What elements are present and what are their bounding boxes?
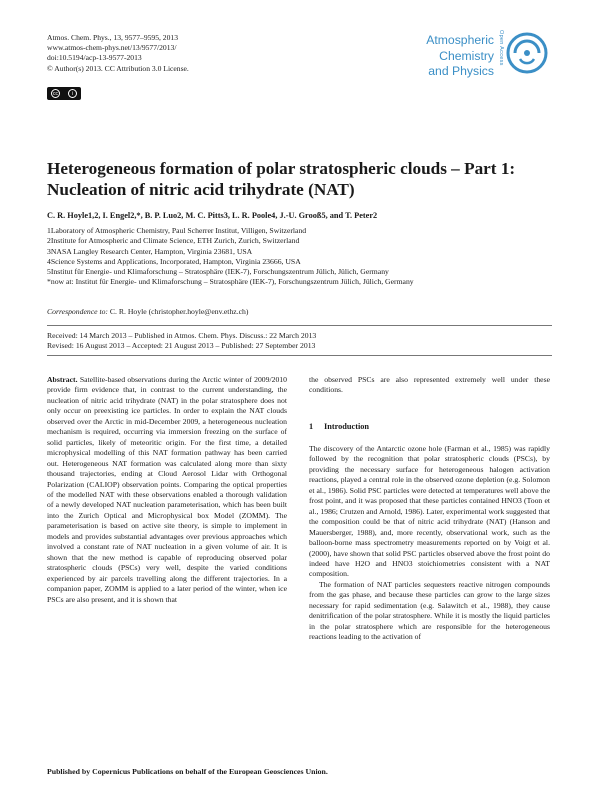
egu-logo-icon <box>506 32 548 74</box>
correspondence-email[interactable]: C. R. Hoyle (christopher.hoyle@env.ethz.ch) <box>109 307 249 316</box>
journal-name-line1: Atmospheric <box>426 33 494 47</box>
open-access-label: Open Access <box>498 30 504 66</box>
doi[interactable]: doi:10.5194/acp-13-9577-2013 <box>47 53 142 63</box>
section-title: Introduction <box>324 422 370 431</box>
title-line-2: Nucleation of nitric acid trihydrate (NAT) <box>47 180 355 199</box>
intro-paragraph-2: The formation of NAT particles sequesters reactive nitrogen compounds from the gas phase, and because these particles can grow to the large sizes necessary for rapid sedimentation (e.g. Salawitch et al., 1988), they cause denitrification of the polar stratosphere. While it is mostly the liquid particles in the polar stratosphere which are responsible for the heterogeneous reactions leading to the activation of <box>309 579 550 642</box>
affiliation-item: 1Laboratory of Atmospheric Chemistry, Paul Scherrer Institut, Villigen, Switzerland <box>47 226 307 235</box>
article-url[interactable]: www.atmos-chem-phys.net/13/9577/2013/ <box>47 43 177 53</box>
journal-name-line2: Chemistry <box>439 48 494 63</box>
section-number: 1 <box>309 422 314 431</box>
publication-history <box>47 331 316 352</box>
affiliation-item: 4Science Systems and Applications, Incorporated, Hampton, Virginia 23666, USA <box>47 256 301 266</box>
publisher-footer: Published by Copernicus Publications on behalf of the European Geosciences Union. <box>47 767 328 776</box>
affiliation-item: 5Institut für Energie- und Klimaforschung – Stratosphäre (IEK-7), Forschungszentrum Jülich, Jülich, Germany <box>47 267 389 277</box>
journal-name <box>402 33 494 80</box>
divider <box>47 355 552 356</box>
journal-citation: Atmos. Chem. Phys., 13, 9577–9595, 2013 <box>47 33 178 42</box>
affiliation-item: 2Institute for Atmospheric and Climate Science, ETH Zurich, Zurich, Switzerland <box>47 236 300 246</box>
abstract-continued <box>309 375 550 396</box>
divider <box>47 325 552 326</box>
journal-name-line3: and Physics <box>428 64 494 79</box>
history-received: Received: 14 March 2013 – Published in Atmos. Chem. Phys. Discuss.: 22 March 2013 <box>47 331 317 340</box>
section-heading <box>309 422 369 431</box>
correspondence <box>47 307 248 316</box>
abstract <box>47 375 287 605</box>
abstract-text: Satellite-based observations during the Arctic winter of 2009/2010 provide firm evidence that, in contrast to the current understanding, the nucleation of nitric acid trihydrate (NAT) in the polar stratosphere does not only occur on preexisting ice particles. In order to explain the NAT clouds observed over the Arctic in mid-December 2009, a heterogeneous nucleation mechanism is required, occurring via immersion freezing on the surface of solid particles, likely of meteoritic origin. For the first time, a detailed microphysical modelling of this NAT formation pathway has been carried out. Heterogeneous NAT formation was calculated along more than sixty thousand trajectories, ending at Cloud Aerosol Lidar with Orthogonal Polarization (CALIOP) observation points. Comparing the optical properties of the modelled NAT with these observations enabled a thorough validation of a newly developed NAT nucleation parameterisation, which has been built into the Zurich Optical and Microphysical box Model (ZOMM). The parameterisation is based on active site theory, is simple to implement in models and provides substantial advantages over previous approaches which involved a constant rate of NAT nucleation in a given volume of air. It is shown that the new method is capable of reproducing observed polar stratospheric clouds (PSCs) very well, despite the varied conditions experienced by air parcels travelling along the different trajectories. In a companion paper, ZOMM is applied to a later period of the winter, when ice PSCs are also present, and it is shown that <box>47 375 287 604</box>
abstract-label: Abstract. <box>47 375 78 384</box>
abstract-continued-text: the observed PSCs are also represented extremely well under these conditions. <box>309 375 550 395</box>
intro-paragraph-1: The discovery of the Antarctic ozone hole (Farman et al., 1985) was rapidly followed by the recognition that polar stratospheric clouds (PSCs), by providing the necessary surface for heterogeneous halogen activation reactions, played a central role in the observed ozone depletion (e.g. Solomon et al., 1986). Solid PSC particles were detected at temperatures well above the frost point, and it was proposed that these particles contained HNO3 (Toon et al., 1986; Crutzen and Arnold, 1986). Later, experimental work suggested that the composition could be that of nitric acid trihydrate (NAT) (Hanson and Mauersberger, 1988), and, more recently, observational work, such as the balloon-borne mass spectrometry measurements reported on by Voigt et al. (2000), have shown that solid PSC particles observed above the frost point do indeed have H2O and HNO3 stoichiometries consistent with a NAT composition. <box>309 444 550 579</box>
title-line-1: Heterogeneous formation of polar stratospheric clouds – Part 1: <box>47 159 516 178</box>
correspondence-label: Correspondence to: <box>47 307 108 316</box>
affiliation-item: 3NASA Langley Research Center, Hampton, Virginia 23681, USA <box>47 246 253 256</box>
introduction <box>309 444 550 643</box>
citation-header <box>47 33 189 74</box>
author-list: C. R. Hoyle1,2, I. Engel2,*, B. P. Luo2, M. C. Pitts3, L. R. Poole4, J.-U. Grooß5, and T. Peter2 <box>47 211 378 220</box>
affiliation-item: *now at: Institut für Energie- und Klimaforschung – Stratosphäre (IEK-7), Forschungszentrum Jülich, Jülich, Germany <box>47 277 414 287</box>
paper-title <box>47 158 557 200</box>
history-revised: Revised: 16 August 2013 – Accepted: 21 August 2013 – Published: 27 September 2013 <box>47 341 316 351</box>
license-text: © Author(s) 2013. CC Attribution 3.0 License. <box>47 63 189 73</box>
affiliations <box>47 226 414 288</box>
cc-license-icon: cc i <box>47 87 81 100</box>
